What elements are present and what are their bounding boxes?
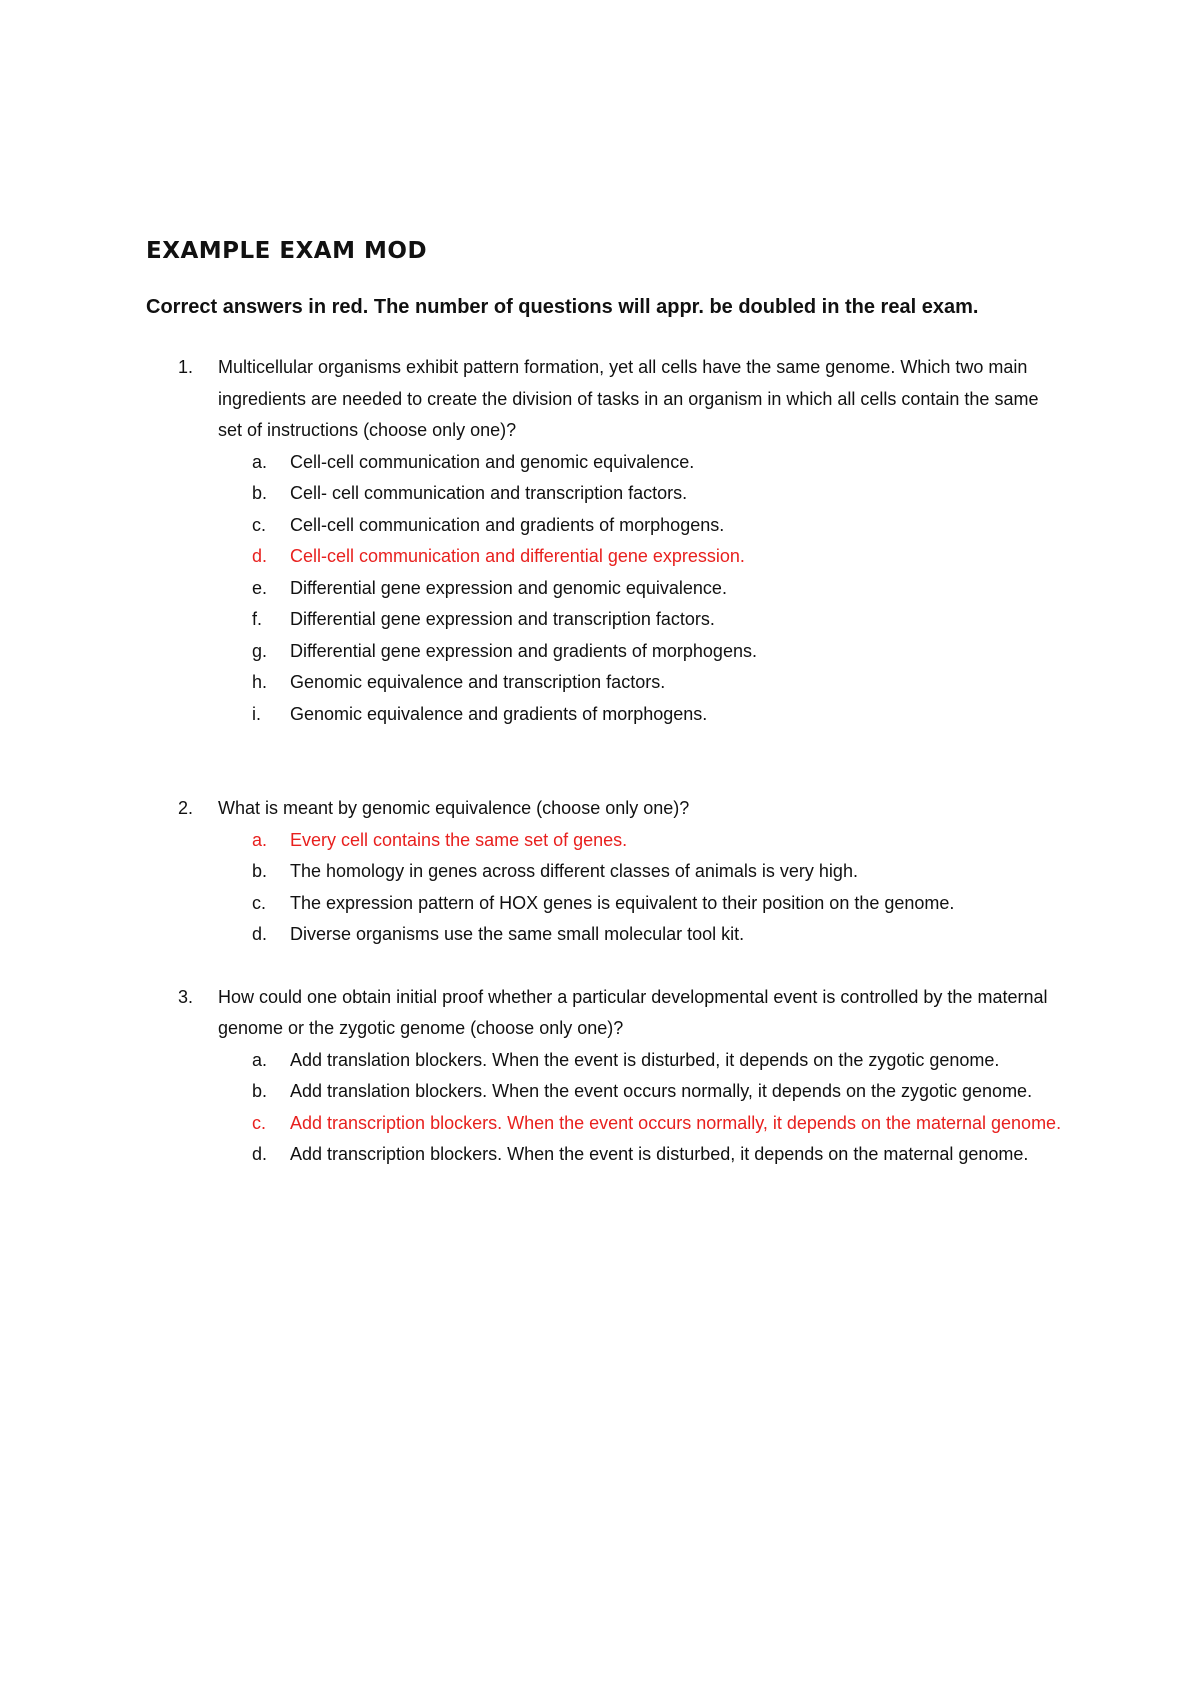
option-letter: b. xyxy=(252,1081,268,1101)
option-letter: b. xyxy=(252,483,268,503)
option-text: Diverse organisms use the same small molecular tool kit. xyxy=(290,924,745,944)
question-2 xyxy=(146,793,1066,951)
option-text: Genomic equivalence and transcription factors. xyxy=(290,672,666,692)
answer-option xyxy=(218,888,1066,920)
answer-option xyxy=(218,667,1066,699)
option-text: Cell-cell communication and gradients of morphogens. xyxy=(290,514,725,535)
option-letter: h. xyxy=(252,672,268,692)
option-text: Differential gene expression and gradients of morphogens. xyxy=(290,640,757,661)
option-list xyxy=(218,1045,1066,1171)
option-text: Add translation blockers. When the event is disturbed, it depends on the zygotic genome. xyxy=(290,1049,1000,1070)
instructions-text: Correct answers in red. The number of questions will appr. be doubled in the real exam. xyxy=(146,296,979,318)
option-text: The expression pattern of HOX genes is equivalent to their position on the genome. xyxy=(290,892,955,913)
answer-option xyxy=(218,1045,1066,1077)
option-letter: c. xyxy=(252,892,267,913)
question-number: 3. xyxy=(178,986,194,1007)
option-text: Genomic equivalence and gradients of morphogens. xyxy=(290,703,708,724)
answer-option xyxy=(218,636,1066,668)
answer-option xyxy=(218,447,1066,479)
option-letter: d. xyxy=(252,1144,268,1164)
question-text: How could one obtain initial proof whether a particular developmental event is controlled by the maternal genome or the zygotic genome (choose only one)? xyxy=(218,986,1048,1038)
option-letter: e. xyxy=(252,577,268,598)
option-text: Differential gene expression and transcription factors. xyxy=(290,609,715,629)
question-text: What is meant by genomic equivalence (choose only one)? xyxy=(218,798,690,818)
question-1 xyxy=(146,352,1066,730)
answer-option xyxy=(218,510,1066,542)
option-text: Differential gene expression and genomic equivalence. xyxy=(290,577,727,598)
question-number: 1. xyxy=(178,357,194,377)
question-number: 2. xyxy=(178,798,194,818)
correct-answer-option xyxy=(218,1108,1066,1140)
option-list xyxy=(218,825,1066,951)
question-text: Multicellular organisms exhibit pattern formation, yet all cells have the same genome. Which two main ingredients are needed to create the division of tasks in an organism in which all cells contain the same set of instructions (choose only one)? xyxy=(218,357,1039,440)
option-text: The homology in genes across different classes of animals is very high. xyxy=(290,861,858,881)
correct-answer-option xyxy=(218,825,1066,857)
option-letter: i. xyxy=(252,703,261,724)
option-text: Cell- cell communication and transcription factors. xyxy=(290,483,688,503)
option-text: Cell-cell communication and differential gene expression. xyxy=(290,546,745,566)
page-title: EXAMPLE EXAM MOD xyxy=(146,238,428,264)
answer-option xyxy=(218,856,1066,888)
option-letter: c. xyxy=(252,514,267,535)
option-list xyxy=(218,447,1066,731)
answer-option xyxy=(218,699,1066,731)
option-letter: a. xyxy=(252,1049,268,1070)
option-text: Cell-cell communication and genomic equivalence. xyxy=(290,451,695,472)
spacer xyxy=(146,951,1066,982)
answer-option xyxy=(218,573,1066,605)
answer-option xyxy=(218,604,1066,636)
option-letter: d. xyxy=(252,546,268,566)
option-letter: b. xyxy=(252,861,268,881)
option-text: Add transcription blockers. When the event is disturbed, it depends on the maternal genome. xyxy=(290,1144,1029,1164)
question-3 xyxy=(146,982,1066,1171)
option-text: Add transcription blockers. When the event occurs normally, it depends on the maternal genome. xyxy=(290,1112,1062,1133)
option-letter: c. xyxy=(252,1112,267,1133)
answer-option xyxy=(218,1139,1066,1171)
option-letter: f. xyxy=(252,609,263,629)
answer-option xyxy=(218,478,1066,510)
option-text: Every cell contains the same set of genes. xyxy=(290,829,628,850)
spacer xyxy=(146,730,1066,793)
answer-option xyxy=(218,1076,1066,1108)
option-letter: a. xyxy=(252,451,268,472)
answer-option xyxy=(218,919,1066,951)
question-list xyxy=(146,352,1066,1171)
option-letter: g. xyxy=(252,640,268,661)
correct-answer-option xyxy=(218,541,1066,573)
option-text: Add translation blockers. When the event occurs normally, it depends on the zygotic genome. xyxy=(290,1081,1033,1101)
option-letter: d. xyxy=(252,924,268,944)
option-letter: a. xyxy=(252,829,268,850)
